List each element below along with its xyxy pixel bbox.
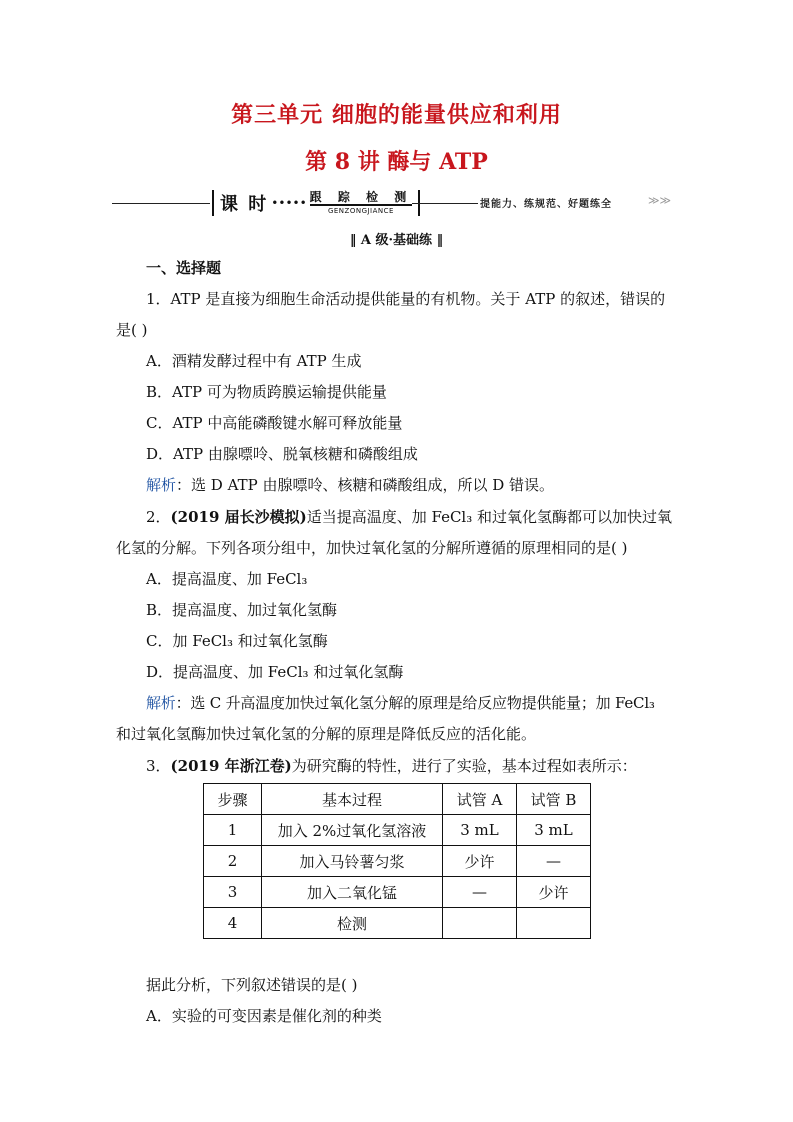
- table-cell: [443, 908, 517, 939]
- q1-stem-line1: 1．ATP 是直接为细胞生命活动提供能量的有机物。关于 ATP 的叙述，错误的: [146, 290, 666, 308]
- table-cell: —: [443, 877, 517, 908]
- table-cell: [517, 908, 591, 939]
- q1-analysis-text: ：选 D ATP 由腺嘌呤、核糖和磷酸组成，所以 D 错误。: [176, 476, 555, 494]
- table-header-cell: 试管 A: [443, 784, 517, 815]
- table-header-cell: 试管 B: [517, 784, 591, 815]
- q2-analysis: [146, 692, 655, 713]
- q1-analysis-label: 解析: [146, 476, 177, 494]
- q3-stem-text: 为研究酶的特性，进行了实验，基本过程如表所示：: [291, 757, 637, 775]
- table-cell: 2: [204, 846, 262, 877]
- table-cell: 加入二氧化锰: [262, 877, 443, 908]
- q1-option-a: A．酒精发酵过程中有 ATP 生成: [146, 352, 362, 370]
- q1-option-b: B．ATP 可为物质跨膜运输提供能量: [146, 383, 387, 401]
- banner-label-sub-en: GENZONGJIANCE: [327, 207, 394, 215]
- experiment-table: [203, 783, 591, 939]
- table-header-row: [204, 784, 591, 815]
- q1-analysis: [146, 474, 554, 495]
- banner-rule-right: [412, 203, 478, 204]
- table-cell: —: [517, 846, 591, 877]
- banner-arrows-icon: ≫≫: [648, 194, 672, 207]
- q3-stem-line1: [146, 755, 637, 776]
- table-row: [204, 815, 591, 846]
- q3-number: 3．: [146, 757, 171, 775]
- q2-stem-line2: 化氢的分解。下列各项分组中，加快过氧化氢的分解所遵循的原理相同的是( ): [116, 539, 628, 557]
- table-cell: 1: [204, 815, 262, 846]
- table-header-cell: 步骤: [204, 784, 262, 815]
- banner-label-sub-group: [310, 191, 413, 215]
- q2-option-c: C．加 FeCl₃ 和过氧化氢酶: [146, 632, 328, 650]
- table-cell: 加入 2%过氧化氢溶液: [262, 815, 443, 846]
- table-row: [204, 877, 591, 908]
- q2-option-b: B．提高温度、加过氧化氢酶: [146, 601, 338, 619]
- q2-stem-line1: [146, 506, 672, 527]
- q1-option-d: D．ATP 由腺嘌呤、脱氧核糖和磷酸组成: [146, 445, 418, 463]
- q2-option-d: D．提高温度、加 FeCl₃ 和过氧化氢酶: [146, 663, 404, 681]
- q3-source: (2019 年浙江卷): [170, 757, 292, 775]
- q2-source: (2019 届长沙模拟): [170, 508, 307, 526]
- table-row: [204, 846, 591, 877]
- table-row: [204, 908, 591, 939]
- table-cell: 4: [204, 908, 262, 939]
- unit-title: 第三单元 细胞的能量供应和利用: [231, 102, 562, 128]
- q3-option-a: A．实验的可变因素是催化剂的种类: [146, 1007, 382, 1025]
- banner-label-box: [212, 190, 420, 216]
- table-cell: 3 mL: [443, 815, 517, 846]
- section-heading: 一、选择题: [146, 259, 222, 277]
- q2-stem-text: 适当提高温度、加 FeCl₃ 和过氧化氢酶都可以加快过氧: [306, 508, 673, 526]
- section-banner: [112, 190, 672, 220]
- table-cell: 3 mL: [517, 815, 591, 846]
- q2-number: 2．: [146, 508, 171, 526]
- q2-analysis-text: ：选 C 升高温度加快过氧化氢分解的原理是给反应物提供能量；加 FeCl₃: [175, 694, 655, 712]
- table-header-cell: 基本过程: [262, 784, 443, 815]
- q1-option-c: C．ATP 中高能磷酸键水解可释放能量: [146, 414, 403, 432]
- q1-stem-line2: 是( ): [116, 321, 148, 339]
- table-cell: 3: [204, 877, 262, 908]
- q3-prompt: 据此分析，下列叙述错误的是( ): [146, 976, 358, 994]
- table-cell: 加入马铃薯匀浆: [262, 846, 443, 877]
- q2-option-a: A．提高温度、加 FeCl₃: [146, 570, 308, 588]
- level-heading: ‖ A 级·基础练 ‖: [349, 233, 444, 248]
- q2-analysis-label: 解析: [146, 694, 176, 712]
- banner-slogan: 提能力、练规范、好题练全: [480, 199, 612, 210]
- table-cell: 检测: [262, 908, 443, 939]
- table-cell: 少许: [443, 846, 517, 877]
- table-cell: 少许: [517, 877, 591, 908]
- banner-label-sub: 跟 踪 检 测: [309, 190, 413, 204]
- q2-analysis-line2: 和过氧化氢酶加快过氧化氢的分解的原理是降低反应的活化能。: [116, 725, 537, 743]
- banner-rule-left: [112, 203, 210, 204]
- banner-dots: •••••: [271, 196, 307, 210]
- lesson-title: 第 8 讲 酶与 ATP: [305, 149, 488, 175]
- banner-label-main: 课 时: [220, 194, 269, 215]
